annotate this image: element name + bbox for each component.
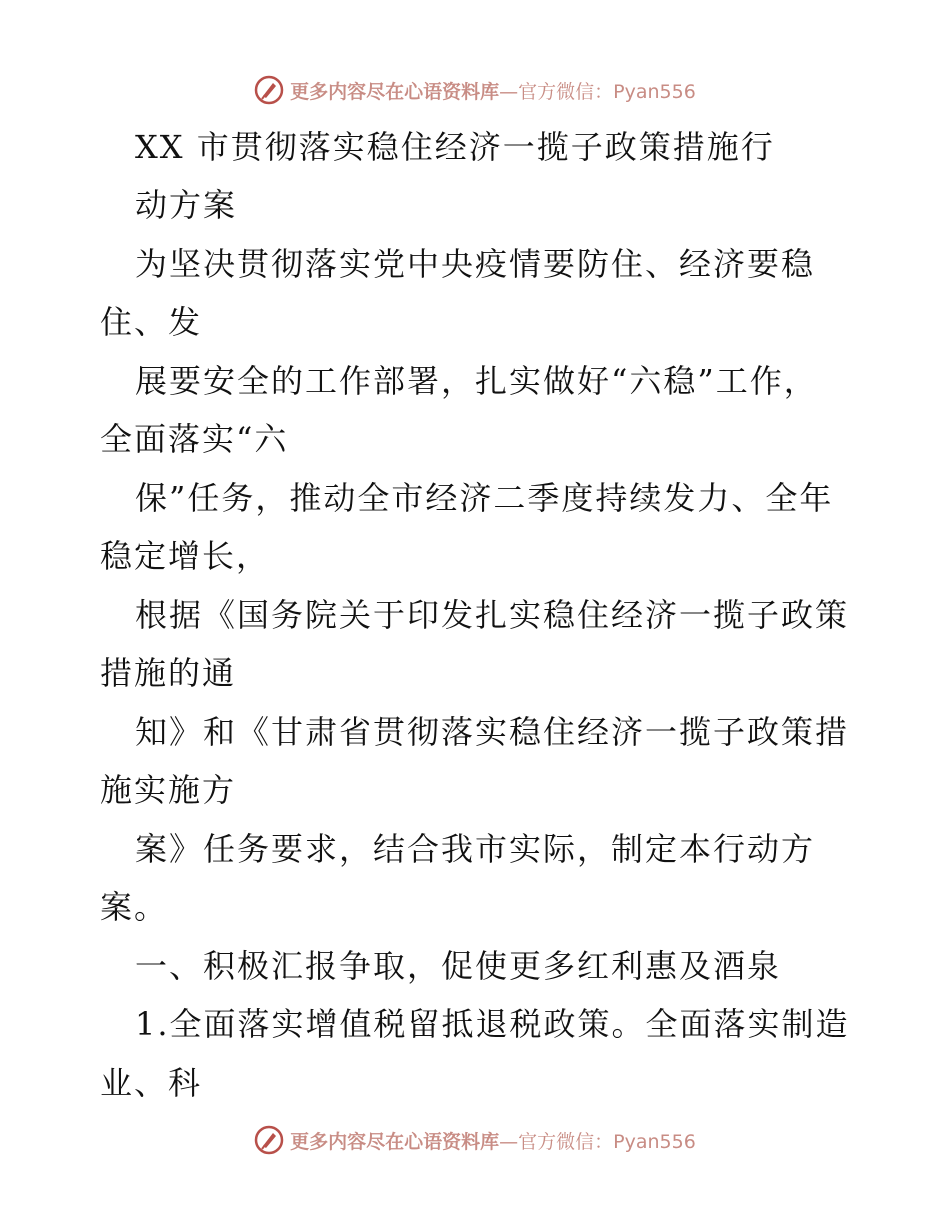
doc-title-line-2: 动方案 [135, 186, 238, 224]
pen-logo-icon [254, 75, 284, 105]
watermark-site-text: 更多内容尽在心语资料库 [290, 80, 500, 103]
watermark-site-text: 更多内容尽在心语资料库 [290, 1130, 500, 1153]
pen-logo-icon [254, 1125, 284, 1155]
doc-text-line: 展要安全的工作部署，扎实做好“六稳”工作， [135, 362, 818, 400]
doc-text-line: 施实施方 [100, 771, 237, 809]
doc-text-line: 措施的通 [100, 654, 237, 692]
doc-text-line: 业、科 [100, 1064, 203, 1102]
doc-text-line: 为坚决贯彻落实党中央疫情要防住、经济要稳 [135, 245, 816, 283]
doc-text-line: 根据《国务院关于印发扎实稳住经济一揽子政策 [135, 596, 850, 634]
watermark-contact-text: —官方微信：Pyan556 [499, 80, 696, 103]
doc-text-line: 1.全面落实增值税留抵退税政策。全面落实制造 [135, 1005, 850, 1043]
section-heading: 一、积极汇报争取，促使更多红利惠及酒泉 [135, 947, 782, 985]
doc-text-line: 保”任务，推动全市经济二季度持续发力、全年 [135, 479, 834, 517]
doc-text-line: 知》和《甘肃省贯彻落实稳住经济一揽子政策措 [135, 713, 850, 751]
doc-text-line: 稳定增长， [100, 537, 271, 575]
footer-watermark [0, 1120, 950, 1160]
doc-text-line: 案。 [100, 888, 169, 926]
doc-text-line: 案》任务要求，结合我市实际，制定本行动方 [135, 830, 816, 868]
doc-title-line-1: XX 市贯彻落实稳住经济一揽子政策措施行 [135, 128, 775, 166]
watermark-contact-text: —官方微信：Pyan556 [499, 1130, 696, 1153]
doc-text-line: 全面落实“六 [100, 420, 289, 458]
doc-text-line: 住、发 [100, 303, 203, 341]
header-watermark [0, 70, 950, 110]
